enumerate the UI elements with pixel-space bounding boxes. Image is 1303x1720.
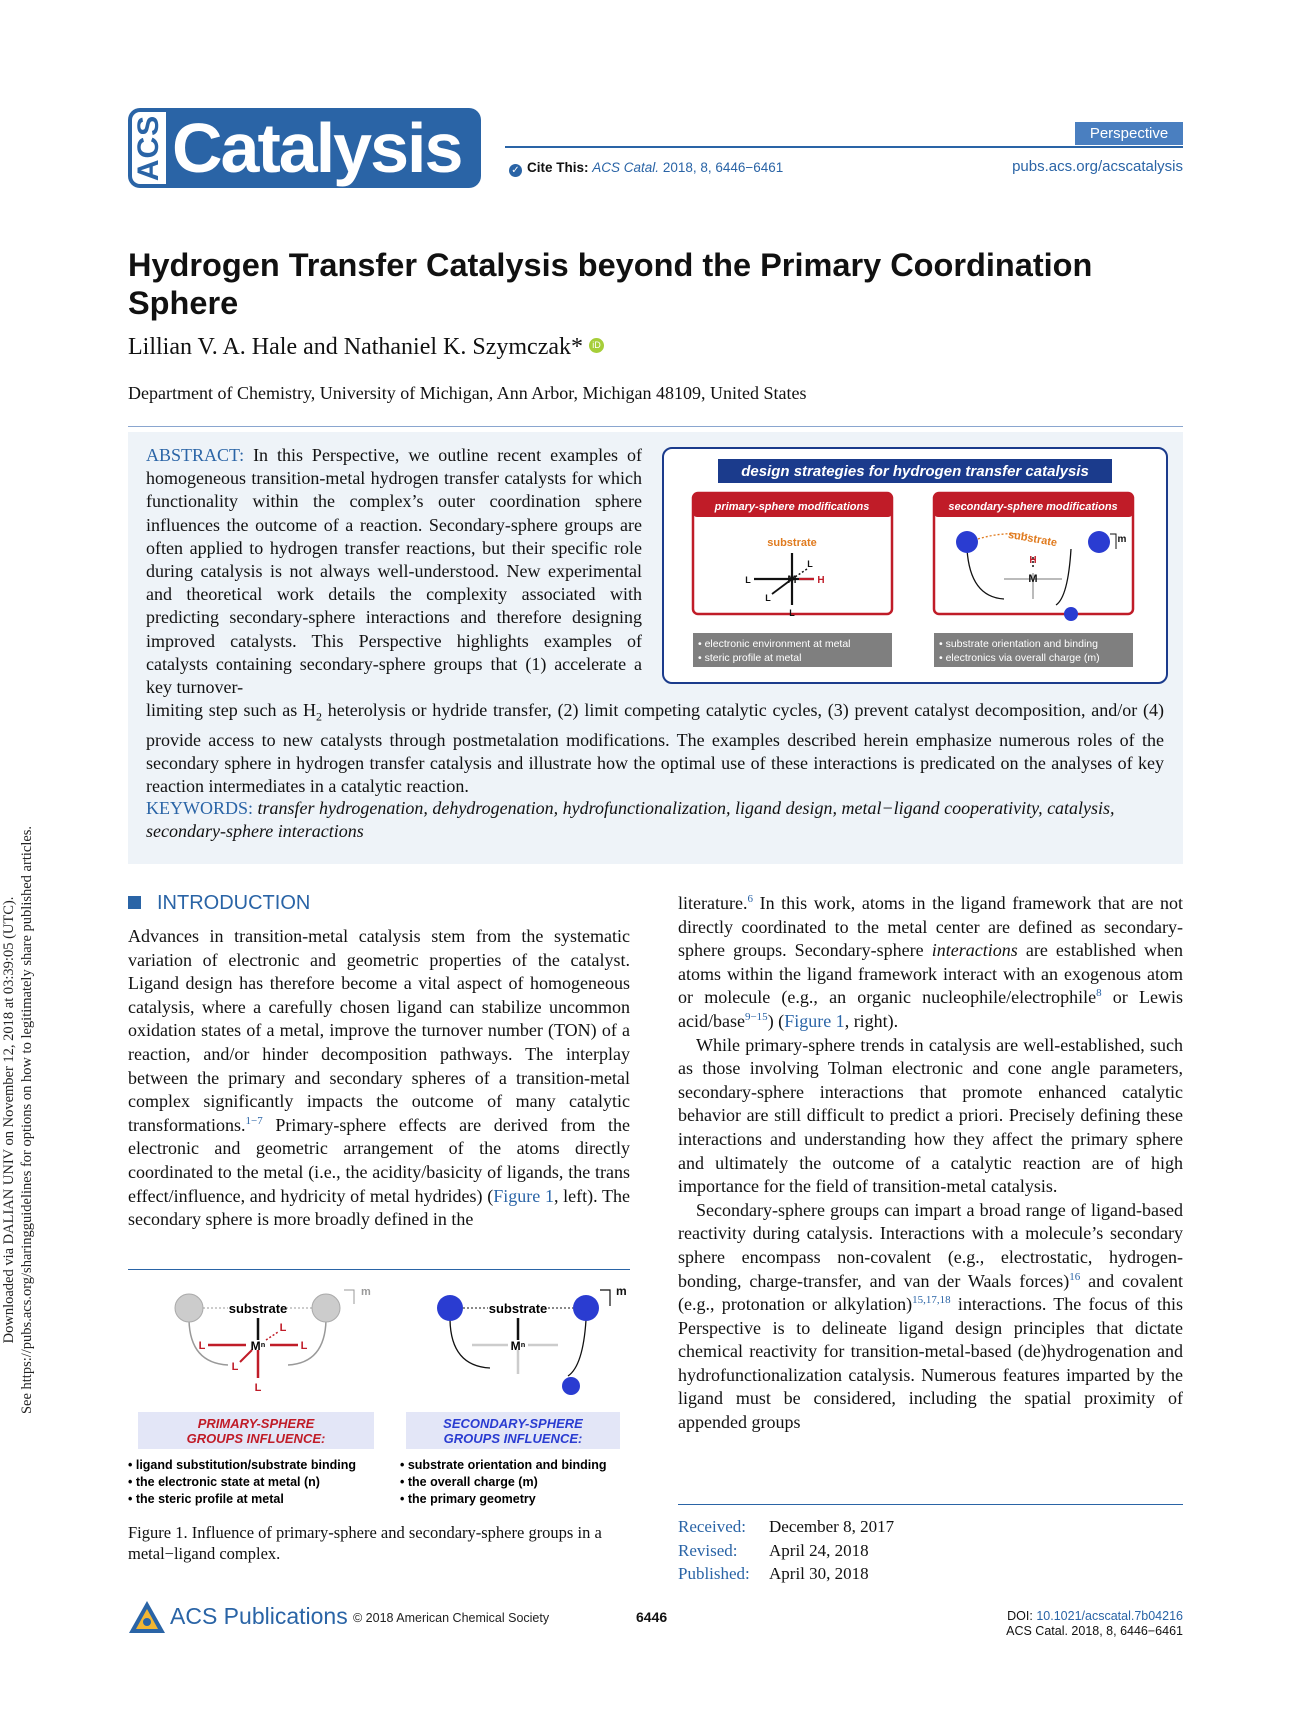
intro-paragraph-1-cont: literature.$^6$ In this work, atoms in the ligand framework that are not directly coordinated to the metal center are defined as secondary-sphere groups. Secondary-sphere interactions are established when atoms within the ligand framework interact with an exogenous atom or molecule (e.g., an organic nucleophile/electrophile$^8$ or Lewis acid/base$^{9-15}$) (Figure 1, right). [678, 893, 1184, 1031]
fig1-right-box-1: SECONDARY-SPHERE [443, 1416, 583, 1431]
watermark-line-2: See https://pubs.acs.org/sharingguidelines for options on how to legitimately share published articles. [19, 825, 35, 1415]
publisher-name: ACS Publications [170, 1603, 348, 1629]
acs-publications-logo-icon[interactable] [127, 1597, 167, 1642]
toc-left-substrate: substrate [767, 537, 817, 549]
fig1-left-bullet-2: • the electronic state at metal (n) [128, 1475, 320, 1489]
ref-link-8[interactable]: 8 [1096, 987, 1102, 1000]
fig1-left-charge: m [361, 1286, 371, 1298]
fig1-left-bullet-3: • the steric profile at metal [128, 1492, 284, 1506]
figure-1-rule [128, 1269, 630, 1270]
toc-right-substrate: substrate [1007, 528, 1058, 550]
toc-left-header: primary-sphere modifications [714, 501, 870, 513]
figure-1-caption: Figure 1. Influence of primary-sphere and secondary-sphere groups in a metal−ligand complex. [128, 1523, 602, 1563]
journal-site-link[interactable]: pubs.acs.org/acscatalysis [1012, 158, 1183, 175]
toc-left-metal: M [787, 574, 797, 586]
toc-right-bullet-2: • electronics via overall charge (m) [939, 652, 1100, 664]
ref-link-16[interactable]: 16 [1069, 1270, 1081, 1283]
fig1-left-L1: L [198, 1340, 206, 1352]
affiliation: Department of Chemistry, University of Michigan, Ann Arbor, Michigan 48109, United States [128, 383, 807, 403]
header-rule [505, 146, 1183, 148]
fig1-right-box-2: GROUPS INFLUENCE: [443, 1431, 583, 1446]
fig1-left-metal: Mⁿ [250, 1339, 266, 1353]
cite-journal: ACS Catal. [592, 160, 660, 175]
download-watermark [0, 520, 36, 1720]
keywords [146, 797, 1164, 843]
fig1-left-substrate: substrate [228, 1301, 288, 1316]
fig1-left-box-1: PRIMARY-SPHERE [197, 1416, 315, 1431]
toc-left-bullet-1: • electronic environment at metal [698, 638, 851, 650]
doi-link[interactable]: 10.1021/acscatal.7b04216 [1036, 1609, 1183, 1623]
check-icon: ✓ [509, 164, 522, 177]
keywords-list: transfer hydrogenation, dehydrogenation, hydrofunctionalization, ligand design, metal−ligand cooperativity, catalysis, secondary-sphere interactions [146, 798, 1115, 842]
ref-link-9-15[interactable]: 9−15 [744, 1010, 768, 1023]
footer-citation: ACS Catal. 2018, 8, 6446−6461 [1006, 1624, 1183, 1638]
ref-link-6[interactable]: 6 [747, 893, 753, 905]
fig1-right-substrate: substrate [488, 1301, 548, 1316]
doi-block: DOI: 10.1021/acscatal.7b04216 ACS Catal. 2018, 8, 6446−6461 [960, 1609, 1183, 1639]
fig1-left-L4: L [231, 1361, 239, 1373]
figure-1-link-2[interactable]: Figure 1 [784, 1010, 845, 1031]
ref-link-1-7[interactable]: 1−7 [245, 1114, 263, 1127]
acs-logo-mark: ACS [132, 112, 166, 184]
toc-left-L4: L [789, 608, 795, 618]
intro-paragraph-3: Secondary-sphere groups can impart a broad range of ligand-based reactivity during catalysis. Interactions with a molecule’s secondary sphere encompass non-covalent (e.g., electrostatic, hydrogen-bonding, charge-transfer, and van der Waals forces)$^{16}$ and covalent (e.g., protonation or alkylation)$^{15,17,18}$ interactions. The focus of this Perspective is to delineate ligand design principles that dictate chemical reactivity for transition-metal-based (de)hydrogenation and hydrofunctionalization catalysis. Numerous features imparted by the ligand must be considered, including the spatial proximity of appended groups [678, 1199, 1183, 1433]
cite-detail: 2018, 8, 6446−6461 [662, 160, 784, 175]
watermark-line-1: Downloaded via DALIAN UNIV on November 12, 2018 at 03:39:05 (UTC). [1, 896, 17, 1344]
page-number: 6446 [636, 1609, 668, 1625]
toc-left-bullet-2: • steric profile at metal [698, 652, 802, 664]
keywords-label: KEYWORDS: [146, 798, 253, 818]
toc-right-H: H [1029, 555, 1037, 566]
intro-paragraph-2: While primary-sphere trends in catalysis are well-established, such as those involving Tolman electronic and cone angle parameters, secondary-sphere interactions that promote enhanced catalytic behavior are still difficult to predict a priori. Precisely defining these interactions and understanding how they affect the primary sphere and ultimately the outcome of a catalytic reaction are of high importance for the field of transition-metal catalysis. [678, 1034, 1183, 1197]
figure-1-link[interactable]: Figure 1 [493, 1185, 554, 1206]
fig1-right-bullet-3: • the primary geometry [400, 1492, 536, 1506]
fig1-left-L5: L [254, 1382, 262, 1394]
abstract-text-part2: limiting step such as $H_2$ heterolysis or hydride transfer, (2) limit competing catalytic cycles, (3) prevent catalyst decomposition, and/or (4) provide access to new catalysts through postmetalation modifications. The examples described herein emphasize numerous roles of the secondary sphere in hydrogen transfer catalysis and illustrate how the optimal use of these interactions is predicated on the analyses of key reaction intermediates in a catalytic reaction. [146, 700, 1164, 797]
revised-row: Revised: April 24, 2018 [678, 1540, 869, 1560]
fig1-left-bullet-1: • ligand substitution/substrate binding [128, 1458, 356, 1472]
fig1-left-L3: L [279, 1322, 287, 1334]
intro-column-1 [128, 925, 630, 1232]
figure-1 [128, 1278, 630, 1530]
fig1-left-box-2: GROUPS INFLUENCE: [186, 1431, 326, 1446]
author-list: Lillian V. A. Hale and Nathaniel K. Szymczak* iD [128, 334, 604, 361]
toc-left-L2: L [807, 559, 813, 569]
toc-graphic [662, 447, 1168, 684]
toc-right-bullet-1: • substrate orientation and binding [939, 638, 1098, 650]
section-square-icon [128, 896, 141, 909]
intro-paragraph-1: Advances in transition-metal catalysis stem from the systematic variation of electronic and geometric properties of the catalyst. Ligand design has therefore become a vital aspect of homogeneous catalysis, where a carefully chosen ligand can stabilize uncommon oxidation states of a metal, improve the turnover number (TON) of a reaction, and/or hinder decomposition pathways. The interplay between the primary and secondary spheres of a transition-metal complex significantly impacts the outcome of many catalytic transformations.$^{1-7}$ Primary-sphere effects are derived from the electronic and geometric arrangement of the atoms directly coordinated to the metal (i.e., the acidity/basicity of ligands, the trans effect/influence, and hydricity of metal hydrides) (Figure 1, left). The secondary sphere is more broadly defined in the [128, 926, 630, 1230]
copyright: © 2018 American Chemical Society [353, 1611, 550, 1625]
section-heading-introduction: INTRODUCTION [128, 892, 310, 915]
fig1-right-charge: m [616, 1284, 627, 1298]
orcid-icon[interactable]: iD [589, 338, 604, 353]
article-type-badge: Perspective [1075, 122, 1183, 145]
cite-this[interactable]: ✓ Cite This: ACS Catal. 2018, 8, 6446−6461 [509, 160, 783, 177]
toc-right-charge: m [1117, 534, 1127, 545]
intro-column-2 [678, 892, 1183, 1435]
toc-right-header: secondary-sphere modifications [948, 501, 1118, 513]
toc-left-L1: L [745, 575, 751, 585]
received-row: Received: December 8, 2017 [678, 1517, 895, 1536]
toc-title: design strategies for hydrogen transfer catalysis [741, 463, 1089, 480]
abstract-text-part1: ABSTRACT: In this Perspective, we outline recent examples of homogeneous transition-metal hydrogen transfer catalysts for which functionality within the complex’s outer coordination sphere influences the outcome of a reaction. Secondary-sphere groups are often applied to hydrogen transfer reactions, but their specific role during catalysis is not always well-understood. New experimental and theoretical work details the complexity associated with predicting secondary-sphere interactions and therefore designing improved catalysts. This Perspective highlights examples of catalysts containing secondary-sphere groups that (1) accelerate a key turnover- [146, 445, 642, 698]
abstract-label: ABSTRACT: [146, 445, 245, 465]
abstract-top-rule [128, 426, 1183, 427]
article-title: Hydrogen Transfer Catalysis beyond the Primary Coordination Sphere [128, 247, 1093, 321]
published-row: Published: April 30, 2018 [678, 1564, 869, 1583]
fig1-right-metal: Mⁿ [510, 1339, 526, 1353]
journal-name: Catalysis [172, 109, 462, 187]
fig1-right-bullet-1: • substrate orientation and binding [400, 1458, 607, 1472]
fig1-left-L2: L [300, 1340, 308, 1352]
toc-right-metal: M [1028, 573, 1038, 585]
article-history [678, 1515, 894, 1586]
journal-logo[interactable] [128, 108, 481, 188]
ref-link-15-17-18[interactable]: 15,17,18 [912, 1294, 951, 1307]
history-rule [678, 1504, 1183, 1505]
fig1-right-bullet-2: • the overall charge (m) [400, 1475, 538, 1489]
toc-left-H: H [817, 575, 825, 586]
toc-left-L3: L [765, 593, 771, 603]
